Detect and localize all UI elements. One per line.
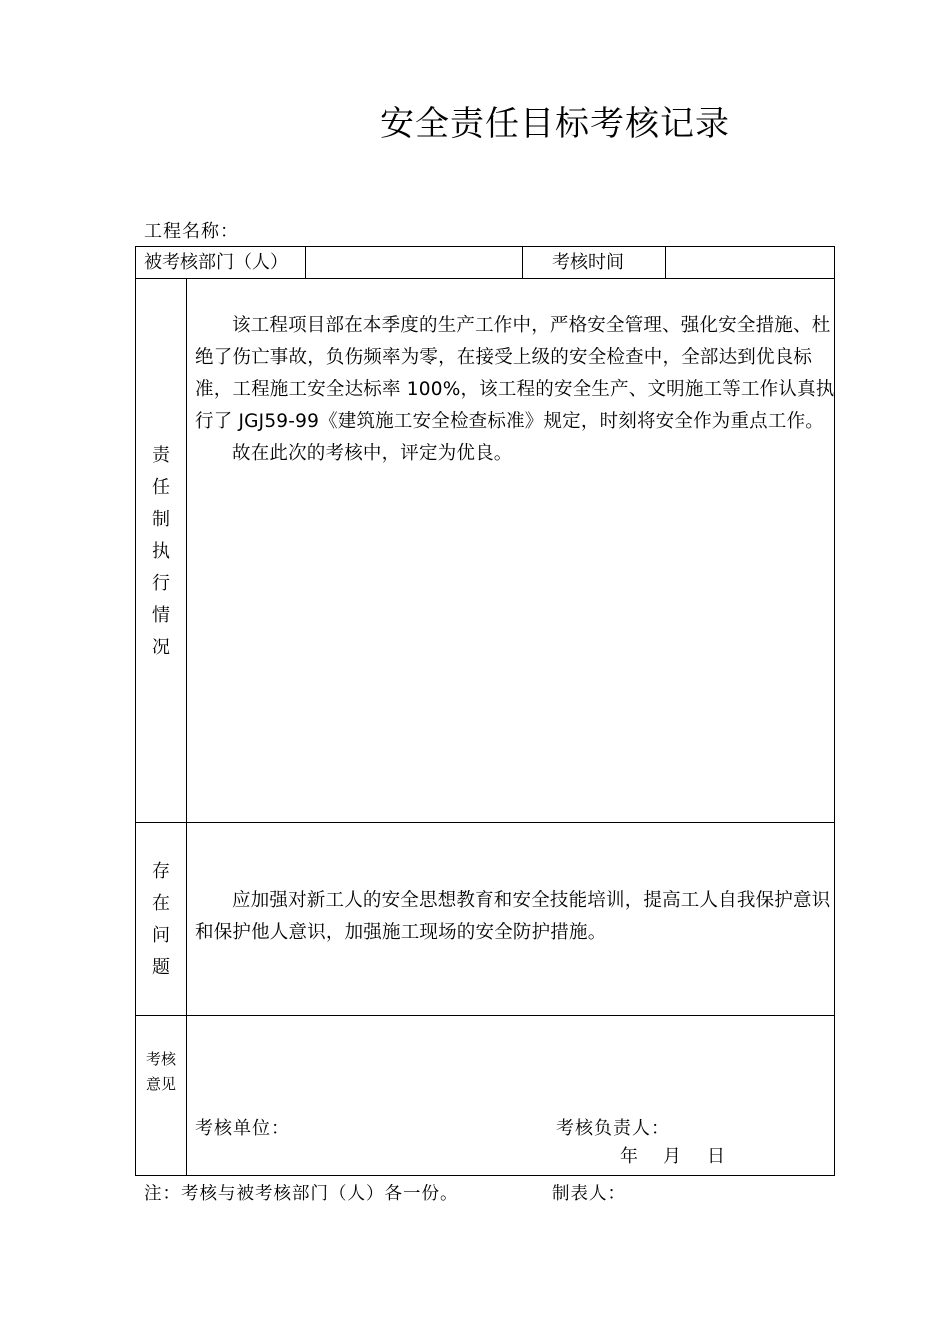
opinion-section-label [137,1047,185,1097]
footer-note: 注：考核与被考核部门（人）各一份。 [144,1184,459,1204]
table-issues-bottom-border [135,1015,835,1016]
issues-label-char: 题 [152,957,170,978]
table-top-border [135,246,835,247]
table-left-border [135,246,136,1176]
assessment-unit-label: 考核单位： [195,1118,290,1139]
dept-label: 被考核部门（人） [144,252,288,273]
execution-paragraph: 该工程项目部在本季度的生产工作中，严格安全管理、强化安全措施、杜绝了伤亡事故，负伤频率为零，在接受上级的安全检查中，全部达到优良标准，工程施工安全达标率 100%，该工程的安全生产、文明施工等工作认真执行了 JGJ59-99《建筑施工安全检查标准》规定，时刻将安全作为重点工作。 [195,315,835,432]
execution-label-char: 行 [152,573,170,594]
issues-label-char: 存 [152,861,170,882]
document-title: 安全责任目标考核记录 [380,104,730,144]
execution-section-label [137,440,185,664]
date-day-label: 日 [707,1146,725,1167]
execution-label-char: 任 [152,477,170,498]
date-year-label: 年 [620,1146,638,1167]
table-label-column-divider [186,278,187,1176]
header-divider-1 [305,246,306,279]
assessment-time-label: 考核时间 [552,252,624,273]
assessment-responsible-label: 考核负责人： [556,1118,670,1139]
issues-label-char: 问 [152,925,170,946]
table-bottom-border [135,1175,835,1176]
issues-content [195,885,835,949]
issues-section-label [137,856,185,984]
header-divider-3 [665,246,666,279]
project-name-label: 工程名称： [144,221,239,242]
execution-label-char: 情 [152,605,170,626]
execution-label-char: 况 [152,637,170,658]
opinion-label-line: 考核 [145,1050,176,1068]
execution-content [195,310,835,470]
header-divider-2 [522,246,523,279]
issues-paragraph: 应加强对新工人的安全思想教育和安全技能培训，提高工人自我保护意识和保护他人意识，加强施工现场的安全防护措施。 [195,890,831,943]
opinion-label-line: 意见 [145,1075,176,1093]
execution-label-char: 制 [152,509,170,530]
table-execution-bottom-border [135,822,835,823]
execution-conclusion: 故在此次的考核中，评定为优良。 [232,443,513,464]
execution-label-char: 责 [152,445,170,466]
execution-label-char: 执 [152,541,170,562]
date-month-label: 月 [663,1146,681,1167]
issues-label-char: 在 [152,893,170,914]
table-header-bottom-border [135,278,835,279]
maker-label: 制表人： [552,1184,626,1204]
